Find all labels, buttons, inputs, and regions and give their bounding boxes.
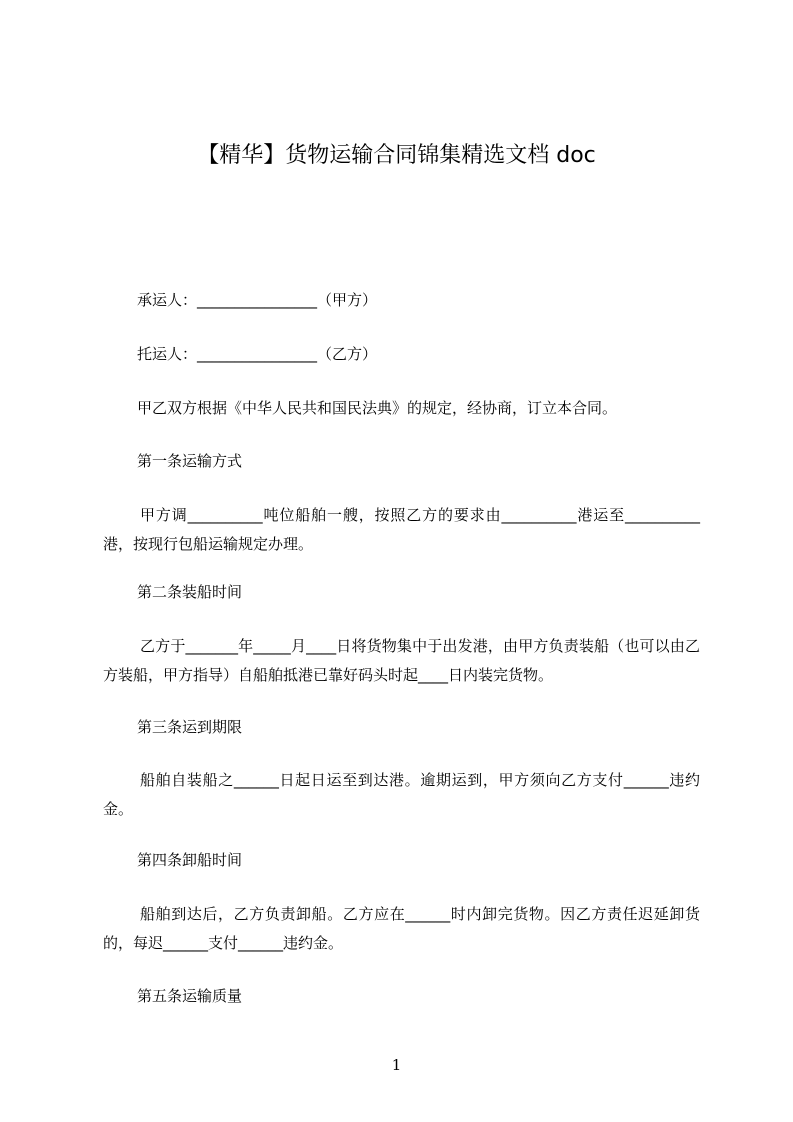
article-1-body: 甲方调__________吨位船舶一艘，按照乙方的要求由__________港运至__________港，按现行包船运输规定办理。	[103, 506, 700, 553]
document-title: 【精华】货物运输合同锦集精选文档 doc	[197, 143, 596, 168]
article-3-heading: 第三条运到期限	[137, 718, 243, 736]
article-4-body: 船舶到达后，乙方负责卸船。乙方应在______时内卸完货物。因乙方责任迟延卸货的，每迟______支付______违约金。	[103, 905, 700, 952]
article-3-body: 船舶自装船之______日起日运至到达港。逾期运到，甲方须向乙方支付______违约金。	[103, 771, 700, 818]
shipper-line: 托运人：________________（乙方）	[137, 345, 378, 363]
preamble-paragraph: 甲乙双方根据《中华人民共和国民法典》的规定，经协商，订立本合同。	[137, 399, 618, 417]
article-1-heading: 第一条运输方式	[137, 452, 243, 470]
carrier-line: 承运人：________________（甲方）	[137, 291, 378, 309]
article-4-heading: 第四条卸船时间	[137, 851, 243, 869]
article-2-body: 乙方于_______年_____月____日将货物集中于出发港，由甲方负责装船（也可以由乙方装船，甲方指导）自船舶抵港已靠好码头时起____日内装完货物。	[103, 637, 700, 684]
article-5-heading: 第五条运输质量	[137, 987, 243, 1005]
page-number: 1	[391, 1056, 402, 1074]
article-2-heading: 第二条装船时间	[137, 583, 243, 601]
